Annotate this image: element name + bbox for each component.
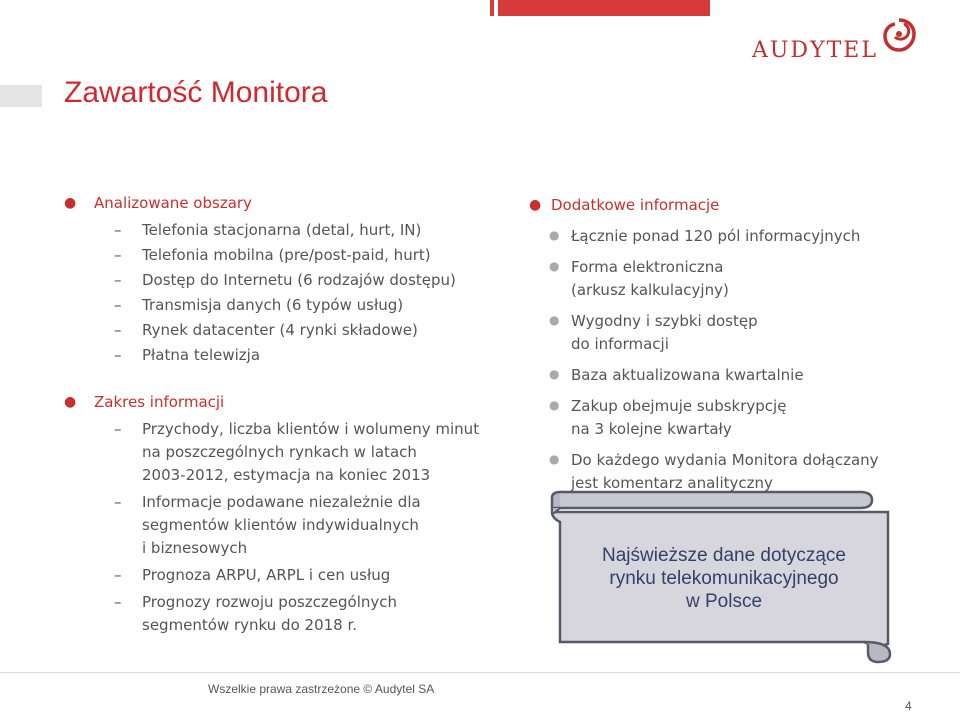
bullet-icon: ●: [549, 228, 560, 242]
section-heading-areas: ● Analizowane obszary: [62, 192, 502, 215]
list-item: – Telefonia stacjonarna (detal, hurt, IN): [62, 219, 502, 242]
list-item: – Informacje podawane niezależnie dla segmentów klientów indywidualnych i biznesowych: [114, 493, 421, 557]
dash-icon: –: [114, 566, 122, 584]
list-item: – Transmisja danych (6 typów usług): [62, 294, 502, 317]
list-item: – Dostęp do Internetu (6 rodzajów dostępu): [62, 269, 502, 292]
bullet-icon: ●: [64, 195, 77, 211]
logo-text: AUDYTEL: [752, 38, 878, 63]
audytel-logo: [752, 18, 952, 70]
dash-icon: –: [114, 346, 122, 364]
top-band: [0, 0, 710, 16]
bullet-icon: ●: [549, 313, 560, 327]
list-item: ● Zakup obejmuje subskrypcję na 3 kolejne kwartały: [527, 395, 947, 441]
dash-icon: –: [114, 593, 122, 611]
dash-icon: –: [114, 493, 122, 511]
page-number: 4: [905, 699, 912, 712]
dash-icon: –: [114, 271, 122, 289]
bullet-icon: ●: [549, 259, 560, 273]
title-accent-bar: [0, 85, 42, 107]
areas-list: [62, 219, 502, 367]
audytel-logo-icon: [882, 18, 916, 52]
section-heading-extra: ● Dodatkowe informacje: [527, 194, 947, 217]
left-column: [62, 192, 502, 639]
bullet-icon: ●: [549, 398, 560, 412]
list-item: ● Forma elektroniczna (arkusz kalkulacyjny): [527, 256, 947, 302]
bullet-icon: ●: [64, 394, 77, 410]
dash-icon: –: [114, 321, 122, 339]
list-item: – Prognozy rozwoju poszczególnych segmentów rynku do 2018 r.: [114, 593, 398, 634]
page-title: Zawartość Monitora: [64, 76, 328, 109]
bullet-icon: ●: [549, 367, 560, 381]
list-item: – Telefonia mobilna (pre/post-paid, hurt): [62, 244, 502, 267]
list-item: ● Baza aktualizowana kwartalnie: [527, 364, 947, 387]
callout-text: Najświeższe dane dotyczące rynku telekomunikacyjnego w Polsce: [602, 545, 846, 612]
top-red-band: [480, 0, 710, 16]
scope-list: [62, 418, 502, 637]
list-item: – Rynek datacenter (4 rynki składowe): [62, 319, 502, 342]
bullet-icon: ●: [549, 452, 560, 466]
dash-icon: –: [114, 420, 122, 438]
footer-copyright: Wszelkie prawa zastrzeżone © Audytel SA: [208, 682, 435, 696]
list-item: – Płatna telewizja: [62, 344, 502, 367]
list-item: ● Łącznie ponad 120 pól informacyjnych: [527, 225, 947, 248]
bullet-icon: ●: [529, 197, 542, 213]
footer-divider: [0, 672, 960, 673]
list-item: ● Do każdego wydania Monitora dołączany jest komentarz analityczny: [527, 449, 947, 495]
list-item: – Przychody, liczba klientów i wolumeny minut na poszczególnych rynkach w latach 2003-2012, estymacja na koniec 2013: [114, 420, 480, 484]
section-heading-scope: ● Zakres informacji: [62, 391, 502, 414]
dash-icon: –: [114, 246, 122, 264]
dash-icon: –: [114, 296, 122, 314]
right-column: [527, 194, 947, 503]
list-item: ● Wygodny i szybki dostęp do informacji: [527, 310, 947, 356]
dash-icon: –: [114, 221, 122, 239]
list-item: – Prognoza ARPU, ARPL i cen usług: [62, 564, 502, 587]
